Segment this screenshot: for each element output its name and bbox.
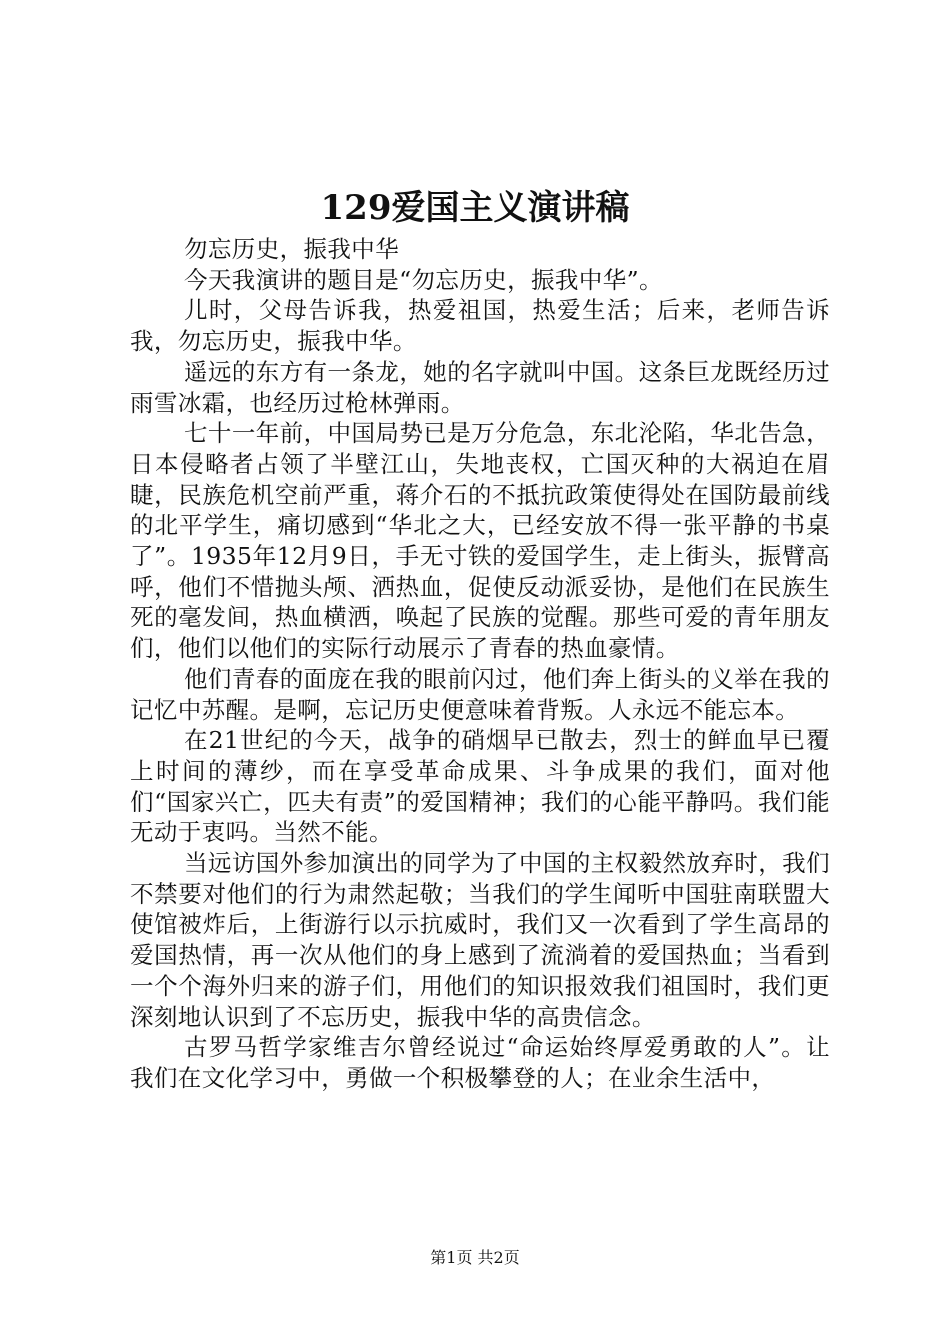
paragraph: 当远访国外参加演出的同学为了中国的主权毅然放弃时，我们不禁要对他们的行为肃然起敬；当我们的学生闻听中国驻南联盟大使馆被炸后，上街游行以示抗威时，我们又一次看到了学生高昂的爱国热情，再一次从他们的身上感到了流淌着的爱国热血；当看到一个个海外归来的游子们，用他们的知识报效我们祖国时，我们更深刻地认识到了不忘历史，振我中华的高贵信念。 (130, 849, 830, 1031)
paragraph: 七十一年前，中国局势已是万分危急，东北沦陷，华北告急，日本侵略者占领了半壁江山，失地丧权，亡国灭种的大祸迫在眉睫，民族危机空前严重，蒋介石的不抵抗政策使得处在国防最前线的北平学生，痛切感到“华北之大，已经安放不得一张平静的书桌了”。1935年12月9日，手无寸铁的爱国学生，走上街头，振臂高呼，他们不惜抛头颅、洒热血，促使反动派妥协，是他们在民族生死的毫发间，热血横洒，唤起了民族的觉醒。那些可爱的青年朋友们，他们以他们的实际行动展示了青春的热血豪情。 (130, 419, 830, 663)
document-title: 129爱国主义演讲稿 (320, 188, 630, 228)
paragraph: 在21世纪的今天，战争的硝烟早已散去，烈士的鲜血早已覆上时间的薄纱，而在享受革命成果、斗争成果的我们，面对他们“国家兴亡，匹夫有责”的爱国精神；我们的心能平静吗。我们能无动于衷吗。当然不能。 (130, 726, 830, 847)
paragraph: 他们青春的面庞在我的眼前闪过，他们奔上街头的义举在我的记忆中苏醒。是啊，忘记历史便意味着背叛。人永远不能忘本。 (130, 664, 830, 724)
paragraph: 今天我演讲的题目是“勿忘历史，振我中华”。 (184, 265, 663, 294)
document-body (130, 234, 830, 1094)
paragraph: 古罗马哲学家维吉尔曾经说过“命运始终厚爱勇敢的人”。让我们在文化学习中，勇做一个积极攀登的人；在业余生活中， (130, 1033, 830, 1092)
page-footer: 第1页 共2页 (430, 1248, 520, 1267)
paragraph: 遥远的东方有一条龙，她的名字就叫中国。这条巨龙既经历过雨雪冰霜，也经历过枪林弹雨。 (130, 357, 830, 417)
paragraph-subtitle: 勿忘历史，振我中华 (184, 235, 400, 263)
paragraph: 儿时，父母告诉我，热爱祖国，热爱生活；后来，老师告诉我，勿忘历史，振我中华。 (130, 296, 830, 356)
